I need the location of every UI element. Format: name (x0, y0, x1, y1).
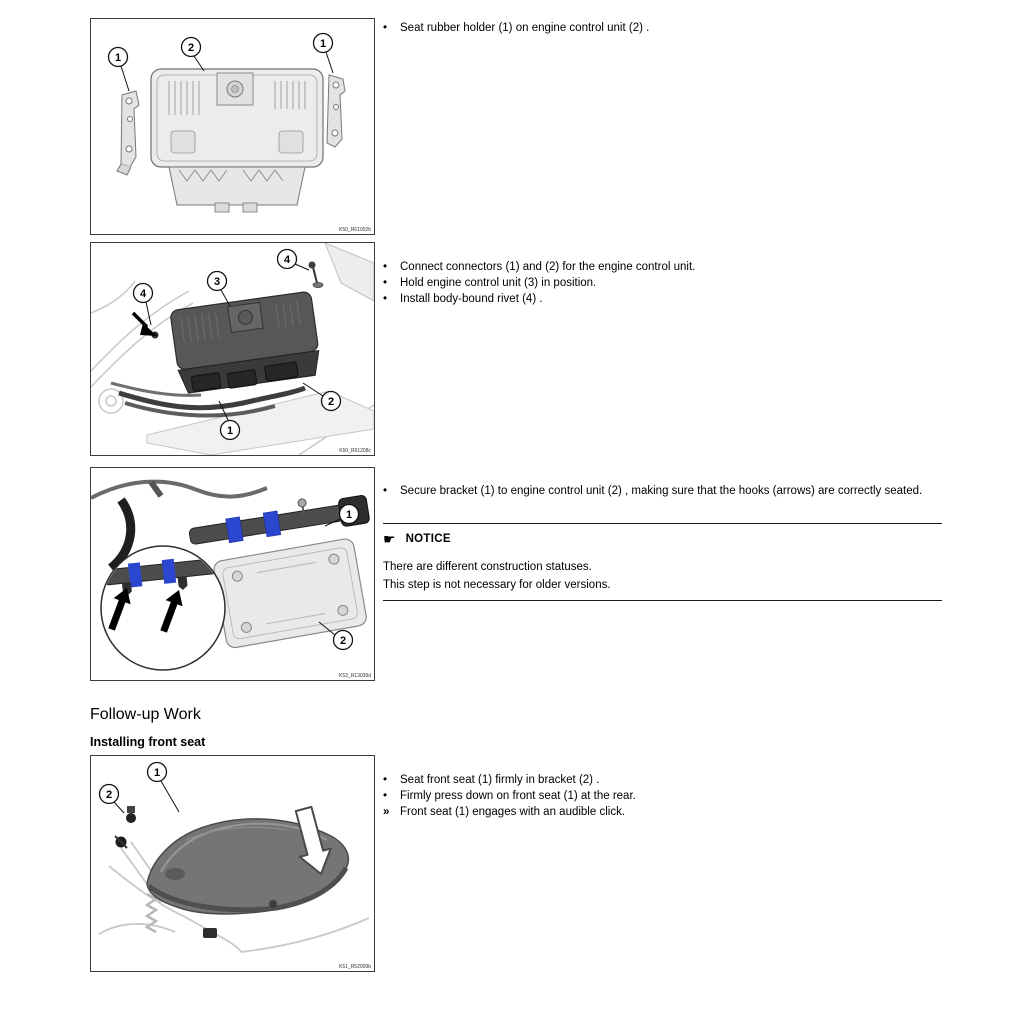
bullet-marker: • (383, 293, 388, 305)
instruction-text: Seat rubber holder (1) on engine control unit (2) . (400, 22, 650, 34)
callout-label: 1 (226, 425, 234, 437)
callout-label: 2 (339, 635, 347, 647)
callout-label: 1 (345, 509, 353, 521)
notice-line: There are different construction statuses. (383, 561, 592, 573)
callout-label: 2 (327, 396, 335, 408)
instruction-text: Hold engine control unit (3) in position. (400, 277, 597, 289)
notice-header (383, 532, 451, 546)
latch-part (203, 928, 217, 938)
figure-bracket-hooks (90, 467, 375, 681)
instructions-section-2 (383, 259, 942, 307)
callout-label: 1 (153, 767, 161, 779)
bullet-marker: • (383, 774, 388, 786)
figure-code: K53_R13039d (339, 673, 371, 679)
callout-label: 4 (139, 288, 147, 300)
blue-strap (162, 559, 176, 584)
body-bound-rivet-left (133, 313, 159, 339)
figure-seat-rubber-holder (90, 18, 375, 235)
instruction-text: Seat front seat (1) firmly in bracket (2) . (400, 774, 600, 786)
notice-line: This step is not necessary for older versions. (383, 579, 611, 591)
figure-ecu-installation (90, 242, 375, 456)
notice-body (383, 558, 942, 594)
rubber-mounts (115, 806, 136, 848)
ecu-connector-flange (169, 167, 305, 212)
cable-clamp (151, 482, 161, 496)
bullet-marker: • (383, 790, 388, 802)
instruction-text: Install body-bound rivet (4) . (400, 293, 543, 305)
figure-front-seat-install (90, 755, 375, 972)
right-bracket (327, 75, 345, 147)
instruction-text: Connect connectors (1) and (2) for the engine control unit. (400, 261, 696, 273)
notice-divider-top (383, 523, 942, 524)
left-bracket (117, 91, 139, 175)
ecu-body (151, 69, 323, 167)
subsection-heading-installing-front-seat: Installing front seat (90, 735, 206, 749)
instruction-step (383, 259, 942, 275)
ecu-installation-illustration (91, 243, 374, 455)
ecu-unit (170, 291, 322, 395)
figure-code: K51_R52009b (339, 964, 371, 970)
instruction-text: Firmly press down on front seat (1) at the rear. (400, 790, 636, 802)
instruction-text: Front seat (1) engages with an audible click. (400, 806, 626, 818)
callout-label: 2 (105, 789, 113, 801)
callout-label: 2 (187, 42, 195, 54)
notice-divider-bottom (383, 600, 942, 601)
result-step (383, 804, 942, 820)
frame-panel (325, 243, 374, 301)
instruction-step (383, 483, 928, 499)
bullet-marker: • (383, 485, 388, 497)
instruction-step (383, 20, 942, 36)
result-marker: » (383, 806, 390, 818)
connector-1 (191, 373, 221, 392)
bullet-marker: • (383, 277, 388, 289)
callout-label: 4 (283, 254, 291, 266)
notice-hand-icon: ☛ (383, 531, 396, 547)
figure-code: K50_R61208c (339, 448, 371, 454)
instruction-text: Secure bracket (1) to engine control unit (2) , making sure that the hooks (arrows) are correctly seated. (400, 485, 923, 497)
instruction-step (383, 275, 942, 291)
bracket-hooks-illustration (91, 468, 374, 680)
body-bound-rivet-top (309, 262, 324, 288)
callouts (100, 763, 180, 814)
notice-label: NOTICE (405, 533, 451, 545)
section-heading-followup-work: Follow-up Work (90, 706, 201, 723)
connector-2 (227, 370, 257, 389)
bullet-marker: • (383, 22, 388, 34)
callout-label: 3 (213, 276, 221, 288)
callout-label: 1 (114, 52, 122, 64)
instruction-step (383, 788, 942, 804)
instructions-section-4 (383, 772, 942, 820)
bullet-marker: • (383, 261, 388, 273)
callout-label: 1 (319, 38, 327, 50)
instructions-section-3 (383, 483, 928, 499)
cable (91, 482, 267, 498)
instructions-section-1 (383, 20, 942, 36)
instruction-step (383, 291, 942, 307)
front-seat-illustration (91, 756, 374, 971)
figure-code: K50_R61002b (339, 227, 371, 233)
instruction-step (383, 772, 942, 788)
ecu-rubber-holder-illustration (91, 19, 374, 234)
